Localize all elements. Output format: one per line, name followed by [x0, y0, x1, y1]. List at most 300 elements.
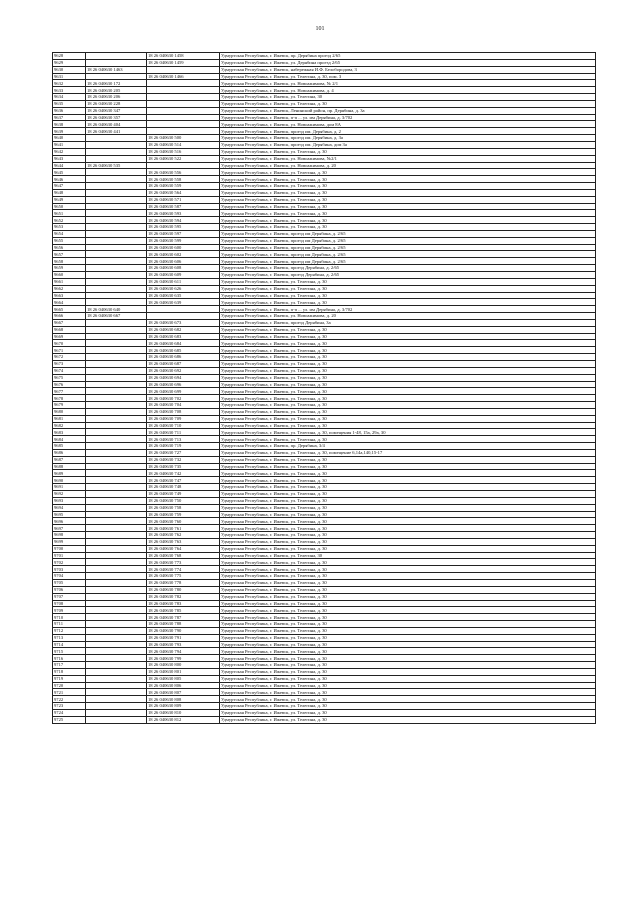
- table-row: [53, 53, 596, 60]
- address-cell: Удмуртская Республика, г. Ижевск, ул. Телегина, д. 30: [220, 532, 596, 539]
- table-row: [53, 148, 596, 155]
- cadastral-number-alt-cell: 18 26 040630 748: [147, 484, 220, 491]
- address-cell: Удмуртская Республика, г. Ижевск, ул. Телегина, д. 30: [220, 210, 596, 217]
- cadastral-number-cell: [86, 573, 147, 580]
- cadastral-number-cell: 18 26 040630 206: [86, 94, 147, 101]
- address-cell: Удмуртская Республика, г. Ижевск, Ленинский район, пр. Дерябина, д. 3а: [220, 107, 596, 114]
- table-row: [53, 292, 596, 299]
- row-number-cell: 9719: [53, 675, 86, 682]
- cadastral-number-alt-cell: [147, 121, 220, 128]
- address-cell: Удмуртская Республика, г. Ижевск, ул. Телегина, д. 30: [220, 675, 596, 682]
- row-number-cell: 9655: [53, 237, 86, 244]
- row-number-cell: 9722: [53, 696, 86, 703]
- table-row: [53, 648, 596, 655]
- table-row: [53, 237, 596, 244]
- table-row: [53, 333, 596, 340]
- table-row: [53, 285, 596, 292]
- cadastral-number-cell: [86, 593, 147, 600]
- cadastral-number-alt-cell: 18 26 040630 684: [147, 340, 220, 347]
- cadastral-number-alt-cell: 18 26 040630 686: [147, 354, 220, 361]
- cadastral-number-cell: [86, 415, 147, 422]
- cadastral-number-alt-cell: 18 26 040630 514: [147, 141, 220, 148]
- row-number-cell: 9648: [53, 189, 86, 196]
- cadastral-number-alt-cell: 18 26 040630 694: [147, 374, 220, 381]
- row-number-cell: 9708: [53, 600, 86, 607]
- cadastral-number-alt-cell: 18 26 040630 709: [147, 415, 220, 422]
- cadastral-number-cell: [86, 477, 147, 484]
- cadastral-number-alt-cell: 18 26 040630 760: [147, 518, 220, 525]
- row-number-cell: 9715: [53, 648, 86, 655]
- address-cell: Удмуртская Республика, г. Ижевск, ул. Телегина, д. 30: [220, 354, 596, 361]
- row-number-cell: 9636: [53, 107, 86, 114]
- cadastral-number-alt-cell: 18 26 040630 516: [147, 148, 220, 155]
- address-cell: Удмуртская Республика, г. Ижевск, ул. Телегина, д. 30: [220, 381, 596, 388]
- cadastral-number-alt-cell: 18 26 040630 764: [147, 545, 220, 552]
- table-row: [53, 244, 596, 251]
- table-row: [53, 87, 596, 94]
- address-cell: Удмуртская Республика, г. Ижевск, ул. Телегина, д. 30: [220, 614, 596, 621]
- table-row: [53, 429, 596, 436]
- row-number-cell: 9630: [53, 66, 86, 73]
- cadastral-number-cell: [86, 675, 147, 682]
- cadastral-number-alt-cell: 18 26 040630 780: [147, 586, 220, 593]
- cadastral-number-alt-cell: 18 26 040630 750: [147, 497, 220, 504]
- cadastral-number-cell: [86, 504, 147, 511]
- address-cell: Удмуртская Республика, г. Ижевск, ул. Телегина, 30: [220, 94, 596, 101]
- table-row: [53, 456, 596, 463]
- cadastral-number-alt-cell: 18 26 040630 702: [147, 395, 220, 402]
- table-row: [53, 634, 596, 641]
- cadastral-number-alt-cell: 18 26 040630 749: [147, 491, 220, 498]
- cadastral-number-cell: [86, 395, 147, 402]
- row-number-cell: 9637: [53, 114, 86, 121]
- table-row: [53, 278, 596, 285]
- table-row: [53, 395, 596, 402]
- row-number-cell: 9673: [53, 360, 86, 367]
- row-number-cell: 9658: [53, 258, 86, 265]
- cadastral-number-cell: [86, 292, 147, 299]
- cadastral-number-alt-cell: 18 26 040630 807: [147, 689, 220, 696]
- cadastral-number-alt-cell: 18 26 040630 762: [147, 532, 220, 539]
- row-number-cell: 9687: [53, 456, 86, 463]
- row-number-cell: 9684: [53, 436, 86, 443]
- table-row: [53, 586, 596, 593]
- table-row: [53, 128, 596, 135]
- cadastral-number-cell: [86, 217, 147, 224]
- cadastral-number-cell: [86, 566, 147, 573]
- table-row: [53, 696, 596, 703]
- cadastral-number-cell: [86, 552, 147, 559]
- cadastral-number-cell: [86, 196, 147, 203]
- cadastral-number-alt-cell: 18 26 040630 683: [147, 333, 220, 340]
- cadastral-number-cell: [86, 511, 147, 518]
- address-cell: Удмуртская Республика, г. Ижевск, проезд Дерябина, д. 2/65: [220, 265, 596, 272]
- cadastral-number-alt-cell: 18 26 040630 809: [147, 703, 220, 710]
- row-number-cell: 9666: [53, 313, 86, 320]
- cadastral-number-alt-cell: 18 26 040630 794: [147, 648, 220, 655]
- table-row: [53, 299, 596, 306]
- table-row: [53, 662, 596, 669]
- row-number-cell: 9664: [53, 299, 86, 306]
- row-number-cell: 9724: [53, 710, 86, 717]
- row-number-cell: 9646: [53, 176, 86, 183]
- cadastral-number-alt-cell: [147, 107, 220, 114]
- page-number: 101: [315, 26, 325, 32]
- cadastral-number-alt-cell: [147, 66, 220, 73]
- table-row: [53, 100, 596, 107]
- cadastral-number-cell: [86, 251, 147, 258]
- table-row: [53, 449, 596, 456]
- cadastral-number-cell: [86, 203, 147, 210]
- row-number-cell: 9652: [53, 217, 86, 224]
- cadastral-number-cell: [86, 436, 147, 443]
- cadastral-number-alt-cell: 18 26 040630 673: [147, 319, 220, 326]
- cadastral-number-cell: [86, 449, 147, 456]
- row-number-cell: 9695: [53, 511, 86, 518]
- address-cell: Удмуртская Республика, г. Ижевск, ул. Телегина, д. 30, пом. 3: [220, 73, 596, 80]
- table-row: [53, 532, 596, 539]
- row-number-cell: 9650: [53, 203, 86, 210]
- address-cell: Удмуртская Республика, г. Ижевск, ул. Телегина, д. 30: [220, 367, 596, 374]
- row-number-cell: 9659: [53, 265, 86, 272]
- row-number-cell: 9701: [53, 552, 86, 559]
- row-number-cell: 9660: [53, 272, 86, 279]
- address-cell: Удмуртская Республика, г. Ижевск, проезд им Дерябина, д. 2/65: [220, 230, 596, 237]
- row-number-cell: 9643: [53, 155, 86, 162]
- cadastral-number-cell: 18 26 040630 667: [86, 313, 147, 320]
- cadastral-number-cell: [86, 429, 147, 436]
- address-cell: Удмуртская Республика, г. Ижевск, ул. Телегина, д. 30: [220, 668, 596, 675]
- table-row: [53, 189, 596, 196]
- table-row: [53, 258, 596, 265]
- cadastral-number-cell: [86, 443, 147, 450]
- cadastral-number-cell: [86, 388, 147, 395]
- row-number-cell: 9670: [53, 340, 86, 347]
- table-row: [53, 470, 596, 477]
- address-cell: Удмуртская Республика, г. Ижевск, ул. Телегина, д. 30: [220, 395, 596, 402]
- address-cell: Удмуртская Республика, г. Ижевск, ул. Телегина, д. 30: [220, 347, 596, 354]
- table-row: [53, 388, 596, 395]
- cadastral-number-cell: [86, 155, 147, 162]
- cadastral-number-cell: [86, 696, 147, 703]
- cadastral-number-alt-cell: 18 26 040630 713: [147, 436, 220, 443]
- cadastral-number-cell: [86, 559, 147, 566]
- cadastral-number-alt-cell: 18 26 040630 558: [147, 176, 220, 183]
- cadastral-number-alt-cell: 18 26 040630 599: [147, 237, 220, 244]
- cadastral-number-alt-cell: 18 26 040630 626: [147, 285, 220, 292]
- cadastral-number-alt-cell: 18 26 040630 593: [147, 210, 220, 217]
- table-row: [53, 224, 596, 231]
- cadastral-number-alt-cell: 18 26 040630 1466: [147, 73, 220, 80]
- address-cell: Удмуртская Республика, г. Ижевск, ул. Телегина, д. 30: [220, 340, 596, 347]
- row-number-cell: 9676: [53, 381, 86, 388]
- cadastral-number-cell: [86, 265, 147, 272]
- cadastral-number-cell: [86, 148, 147, 155]
- row-number-cell: 9711: [53, 621, 86, 628]
- cadastral-number-cell: [86, 59, 147, 66]
- cadastral-number-alt-cell: 18 26 040630 735: [147, 463, 220, 470]
- table-row: [53, 538, 596, 545]
- address-cell: Удмуртская Республика, г. Ижевск, пр. Дерябина проезд 2/65: [220, 53, 596, 60]
- table-row: [53, 682, 596, 689]
- cadastral-number-cell: [86, 347, 147, 354]
- row-number-cell: 9700: [53, 545, 86, 552]
- cadastral-number-cell: [86, 141, 147, 148]
- row-number-cell: 9633: [53, 87, 86, 94]
- row-number-cell: 9704: [53, 573, 86, 580]
- cadastral-number-cell: [86, 402, 147, 409]
- cadastral-number-cell: [86, 367, 147, 374]
- cadastral-number-alt-cell: 18 26 040630 696: [147, 381, 220, 388]
- cadastral-number-cell: 18 26 040630 441: [86, 128, 147, 135]
- table-row: [53, 621, 596, 628]
- row-number-cell: 9694: [53, 504, 86, 511]
- cadastral-number-alt-cell: [147, 306, 220, 313]
- cadastral-number-cell: 18 26 040630 228: [86, 100, 147, 107]
- address-cell: Удмуртская Республика, г. Ижевск, ул. Телегина, д. 30: [220, 586, 596, 593]
- row-number-cell: 9686: [53, 449, 86, 456]
- cadastral-number-alt-cell: [147, 87, 220, 94]
- address-cell: Удмуртская Республика, г. Ижевск, ул. Телегина, д. 30: [220, 682, 596, 689]
- cadastral-number-alt-cell: 18 26 040630 1459: [147, 59, 220, 66]
- table-row: [53, 436, 596, 443]
- address-cell: Удмуртская Республика, г. Ижевск, ул. Телегина, д. 30: [220, 621, 596, 628]
- row-number-cell: 9721: [53, 689, 86, 696]
- address-cell: Удмуртская Республика, г. Ижевск, ул. Телегина, д. 30: [220, 538, 596, 545]
- registry-table: [52, 52, 596, 724]
- row-number-cell: 9649: [53, 196, 86, 203]
- cadastral-number-alt-cell: 18 26 040630 800: [147, 662, 220, 669]
- address-cell: Удмуртская Республика, г. Ижевск, ул. Телегина, д. 30: [220, 326, 596, 333]
- address-cell: Удмуртская Республика, г. Ижевск, проезд Дерябина, 3а: [220, 319, 596, 326]
- address-cell: Удмуртская Республика, г. Ижевск, ул. Телегина, д. 30: [220, 374, 596, 381]
- table-row: [53, 230, 596, 237]
- cadastral-number-cell: [86, 73, 147, 80]
- cadastral-number-alt-cell: 18 26 040630 635: [147, 292, 220, 299]
- row-number-cell: 9634: [53, 94, 86, 101]
- address-cell: Удмуртская Республика, г. Ижевск, проезд им Дерябина, д. 2/65: [220, 244, 596, 251]
- cadastral-number-alt-cell: 18 26 040630 1458: [147, 53, 220, 60]
- row-number-cell: 9674: [53, 367, 86, 374]
- table-row: [53, 545, 596, 552]
- table-row: [53, 217, 596, 224]
- row-number-cell: 9654: [53, 230, 86, 237]
- table-row: [53, 491, 596, 498]
- row-number-cell: 9640: [53, 135, 86, 142]
- address-cell: Удмуртская Республика, г. Ижевск, ул. Телегина, д. 30: [220, 579, 596, 586]
- cadastral-number-alt-cell: 18 26 040630 597: [147, 230, 220, 237]
- table-row: [53, 675, 596, 682]
- table-row: [53, 511, 596, 518]
- row-number-cell: 9682: [53, 422, 86, 429]
- row-number-cell: 9671: [53, 347, 86, 354]
- cadastral-number-cell: [86, 614, 147, 621]
- cadastral-number-cell: [86, 210, 147, 217]
- cadastral-number-cell: 18 26 040630 640: [86, 306, 147, 313]
- table-row: [53, 114, 596, 121]
- row-number-cell: 9697: [53, 525, 86, 532]
- address-cell: Удмуртская Республика, г. Ижевск, ул. Телегина, д. 30: [220, 655, 596, 662]
- address-cell: Удмуртская Республика, г. Ижевск, ул. Телегина, д. 30: [220, 422, 596, 429]
- address-cell: Удмуртская Республика, г. Ижевск, ул. Телегина, д. 30: [220, 648, 596, 655]
- table-row: [53, 443, 596, 450]
- table-row: [53, 710, 596, 717]
- address-cell: Удмуртская Республика, г. Ижевск, ул. Телегина, д. 30: [220, 545, 596, 552]
- row-number-cell: 9705: [53, 579, 86, 586]
- address-cell: Удмуртская Республика, г. Ижевск, ул. Телегина, д. 30: [220, 607, 596, 614]
- cadastral-number-alt-cell: 18 26 040630 761: [147, 525, 220, 532]
- row-number-cell: 9629: [53, 59, 86, 66]
- row-number-cell: 9663: [53, 292, 86, 299]
- table-row: [53, 59, 596, 66]
- cadastral-number-alt-cell: 18 26 040630 710: [147, 422, 220, 429]
- row-number-cell: 9631: [53, 73, 86, 80]
- row-number-cell: 9678: [53, 395, 86, 402]
- address-cell: Удмуртская Республика, г. Ижевск, ул. Телегина, д. 30: [220, 518, 596, 525]
- address-cell: Удмуртская Республика, г. Ижевск, ул. Телегина, 30: [220, 552, 596, 559]
- cadastral-number-alt-cell: 18 26 040630 806: [147, 682, 220, 689]
- row-number-cell: 9665: [53, 306, 86, 313]
- table-row: [53, 593, 596, 600]
- address-cell: Удмуртская Республика, г. Ижевск, проезд им. Дерябина, д. 3а: [220, 135, 596, 142]
- row-number-cell: 9690: [53, 477, 86, 484]
- address-cell: Удмуртская Республика, г. Ижевск, ул. Телегина, д. 30: [220, 593, 596, 600]
- cadastral-number-alt-cell: 18 26 040630 805: [147, 675, 220, 682]
- cadastral-number-alt-cell: 18 26 040630 556: [147, 169, 220, 176]
- row-number-cell: 9657: [53, 251, 86, 258]
- row-number-cell: 9641: [53, 141, 86, 148]
- address-cell: Удмуртская Республика, г. Ижевск, ул. Телегина, д. 30: [220, 333, 596, 340]
- table-row: [53, 497, 596, 504]
- cadastral-number-alt-cell: 18 26 040630 594: [147, 217, 220, 224]
- cadastral-number-cell: [86, 627, 147, 634]
- address-cell: Удмуртская Республика, г. Ижевск, проезд им. Дерябина, д. 2: [220, 128, 596, 135]
- cadastral-number-alt-cell: 18 26 040630 711: [147, 429, 220, 436]
- cadastral-number-alt-cell: 18 26 040630 606: [147, 258, 220, 265]
- cadastral-number-alt-cell: 18 26 040630 810: [147, 710, 220, 717]
- cadastral-number-alt-cell: 18 26 040630 608: [147, 265, 220, 272]
- cadastral-number-alt-cell: [147, 162, 220, 169]
- cadastral-number-cell: [86, 662, 147, 669]
- cadastral-number-cell: [86, 607, 147, 614]
- row-number-cell: 9672: [53, 354, 86, 361]
- address-cell: Удмуртская Республика, г. Ижевск, ул. Телегина, д. 30: [220, 285, 596, 292]
- cadastral-number-alt-cell: 18 26 040630 782: [147, 593, 220, 600]
- address-cell: Удмуртская Республика, г. Ижевск, ул. Телегина, д. 30: [220, 484, 596, 491]
- table-row: [53, 477, 596, 484]
- cadastral-number-alt-cell: 18 26 040630 595: [147, 224, 220, 231]
- cadastral-number-cell: [86, 340, 147, 347]
- cadastral-number-alt-cell: 18 26 040630 787: [147, 614, 220, 621]
- cadastral-number-cell: 18 26 040630 535: [86, 162, 147, 169]
- cadastral-number-cell: [86, 497, 147, 504]
- table-row: [53, 703, 596, 710]
- row-number-cell: 9712: [53, 627, 86, 634]
- address-cell: Удмуртская Республика, г. Ижевск, ул. Телегина, д. 30: [220, 196, 596, 203]
- table-row: [53, 627, 596, 634]
- cadastral-number-cell: [86, 135, 147, 142]
- cadastral-number-alt-cell: 18 26 040630 687: [147, 360, 220, 367]
- row-number-cell: 9653: [53, 224, 86, 231]
- address-cell: Удмуртская Республика, г. Ижевск, ул. Телегина, д. 30: [220, 292, 596, 299]
- row-number-cell: 9716: [53, 655, 86, 662]
- cadastral-number-cell: [86, 710, 147, 717]
- cadastral-number-alt-cell: 18 26 040630 758: [147, 504, 220, 511]
- row-number-cell: 9692: [53, 491, 86, 498]
- cadastral-number-cell: [86, 586, 147, 593]
- cadastral-number-alt-cell: [147, 80, 220, 87]
- table-row: [53, 415, 596, 422]
- cadastral-number-alt-cell: 18 26 040630 785: [147, 607, 220, 614]
- table-row: [53, 579, 596, 586]
- table-row: [53, 525, 596, 532]
- cadastral-number-alt-cell: 18 26 040630 747: [147, 477, 220, 484]
- row-number-cell: 9662: [53, 285, 86, 292]
- cadastral-number-alt-cell: 18 26 040630 500: [147, 135, 220, 142]
- table-row: [53, 360, 596, 367]
- address-cell: Удмуртская Республика, г. Ижевск, ул. Телегина, д. 30: [220, 511, 596, 518]
- cadastral-number-cell: [86, 53, 147, 60]
- cadastral-number-alt-cell: 18 26 040630 587: [147, 203, 220, 210]
- address-cell: Удмуртская Республика, г. Ижевск, ул. Телегина, д. 30: [220, 710, 596, 717]
- address-cell: Удмуртская Республика, г. Ижевск, ул. Телегина, д. 30: [220, 100, 596, 107]
- cadastral-number-cell: [86, 237, 147, 244]
- address-cell: Удмуртская Республика, г. Ижевск, ул. Телегина, д. 30: [220, 415, 596, 422]
- address-cell: Удмуртская Республика, г. Ижевск, ул. Новоажимова, д. 20: [220, 162, 596, 169]
- table-row: [53, 210, 596, 217]
- cadastral-number-alt-cell: [147, 94, 220, 101]
- address-cell: Удмуртская Республика, г. Ижевск, ул. Телегина, д. 30: [220, 463, 596, 470]
- cadastral-number-cell: [86, 333, 147, 340]
- address-cell: Удмуртская Республика, г. Ижевск, ул. Телегина, д. 30: [220, 299, 596, 306]
- address-cell: Удмуртская Республика, г. Ижевск, проезд Дерябина, д. 2/65: [220, 272, 596, 279]
- address-cell: Удмуртская Республика, г. Ижевск, ул. Телегина, д. 30: [220, 559, 596, 566]
- address-cell: Удмуртская Республика, г. Ижевск, ул. Телегина, д. 30: [220, 470, 596, 477]
- table-row: [53, 121, 596, 128]
- cadastral-number-alt-cell: 18 26 040630 685: [147, 347, 220, 354]
- cadastral-number-cell: [86, 456, 147, 463]
- cadastral-number-cell: [86, 169, 147, 176]
- address-cell: Удмуртская Республика, г. Ижевск, ул. Телегина, д. 30: [220, 402, 596, 409]
- cadastral-number-alt-cell: 18 26 040630 559: [147, 183, 220, 190]
- table-row: [53, 422, 596, 429]
- cadastral-number-cell: [86, 525, 147, 532]
- address-cell: Удмуртская Республика, г. Ижевск, ул. Телегина, д. 30: [220, 497, 596, 504]
- address-cell: Удмуртская Республика, г. Ижевск, ул. Телегина, д. 30: [220, 183, 596, 190]
- row-number-cell: 9714: [53, 641, 86, 648]
- row-number-cell: 9693: [53, 497, 86, 504]
- cadastral-number-alt-cell: 18 26 040630 727: [147, 449, 220, 456]
- address-cell: Удмуртская Республика, г. Ижевск, ул. Телегина, д. 30: [220, 600, 596, 607]
- table-row: [53, 141, 596, 148]
- cadastral-number-alt-cell: 18 26 040630 763: [147, 538, 220, 545]
- cadastral-number-cell: [86, 470, 147, 477]
- address-cell: Удмуртская Республика, г. Ижевск, ул. Телегина, д. 30: [220, 634, 596, 641]
- row-number-cell: 9669: [53, 333, 86, 340]
- cadastral-number-alt-cell: 18 26 040630 708: [147, 408, 220, 415]
- cadastral-number-alt-cell: 18 26 040630 522: [147, 155, 220, 162]
- row-number-cell: 9639: [53, 128, 86, 135]
- row-number-cell: 9688: [53, 463, 86, 470]
- cadastral-number-alt-cell: 18 26 040630 602: [147, 251, 220, 258]
- row-number-cell: 9717: [53, 662, 86, 669]
- table-row: [53, 668, 596, 675]
- cadastral-number-alt-cell: 18 26 040630 778: [147, 579, 220, 586]
- cadastral-number-cell: [86, 518, 147, 525]
- row-number-cell: 9702: [53, 559, 86, 566]
- table-row: [53, 518, 596, 525]
- cadastral-number-alt-cell: 18 26 040630 791: [147, 634, 220, 641]
